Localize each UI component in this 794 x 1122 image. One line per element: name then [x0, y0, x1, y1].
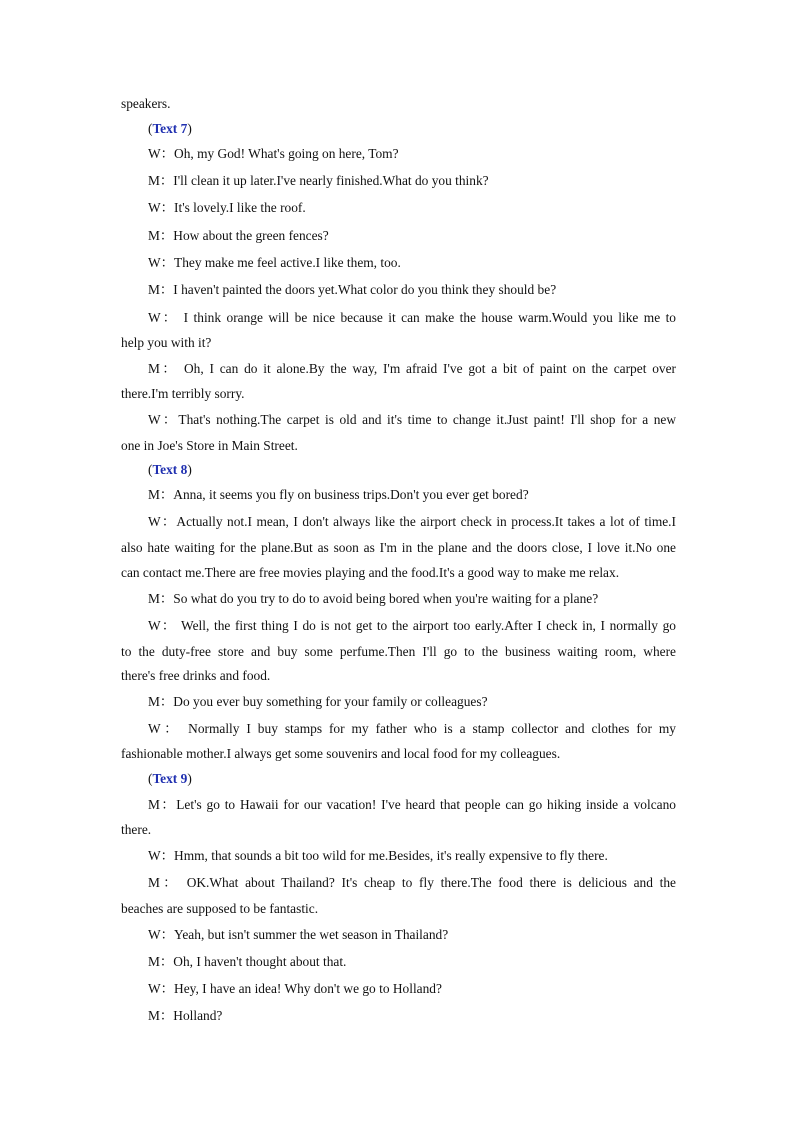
dialogue-line: M：Anna, it seems you fly on business trips.Don't you ever get bored?: [148, 487, 529, 502]
section-heading-text-9: [148, 771, 676, 787]
dialogue-line-continued: can contact me.There are free movies playing and the food.It's a good way to make me relax.: [121, 565, 620, 580]
dialogue-line: M：So what do you try to do to avoid being bored when you're waiting for a plane?: [148, 591, 599, 606]
dialogue-line: W：Yeah, but isn't summer the wet season in Thailand?: [148, 927, 449, 942]
dialogue-line-continued: to the duty-free store and buy some perfume.Then I'll go to the business waiting room, where: [121, 644, 676, 659]
dialogue-line: W：Hmm, that sounds a bit too wild for me.Besides, it's really expensive to fly there.: [148, 848, 608, 863]
dialogue-line: W： Well, the first thing I do is not get to the airport too early.After I check in, I normally go: [148, 618, 676, 633]
dialogue-line-continued: there.I'm terribly sorry.: [121, 386, 245, 401]
heading-close-paren: ): [187, 121, 192, 136]
dialogue-line-continued: there's free drinks and food.: [121, 668, 271, 683]
dialogue-line: W：Hey, I have an idea! Why don't we go to Holland?: [148, 981, 442, 996]
heading-close-paren: ): [187, 462, 192, 477]
dialogue-line: M：I'll clean it up later.I've nearly finished.What do you think?: [148, 173, 489, 188]
heading-open-paren: (: [148, 771, 153, 786]
dialogue-line: M： OK.What about Thailand? It's cheap to fly there.The food there is delicious and the: [148, 875, 676, 890]
dialogue-line: M：Let's go to Hawaii for our vacation! I've heard that people can go hiking inside a volcano: [148, 797, 676, 812]
dialogue-line: W：It's lovely.I like the roof.: [148, 200, 306, 215]
dialogue-line: W：Actually not.I mean, I don't always like the airport check in process.It takes a lot of time.I: [148, 514, 676, 529]
paragraph-line: speakers.: [121, 96, 171, 111]
dialogue-line: M： Oh, I can do it alone.By the way, I'm afraid I've got a bit of paint on the carpet over: [148, 361, 676, 376]
dialogue-line-continued: beaches are supposed to be fantastic.: [121, 901, 319, 916]
dialogue-line-continued: one in Joe's Store in Main Street.: [121, 438, 298, 453]
dialogue-line-continued: fashionable mother.I always get some souvenirs and local food for my colleagues.: [121, 746, 561, 761]
dialogue-line: M：Oh, I haven't thought about that.: [148, 954, 347, 969]
dialogue-line: M：How about the green fences?: [148, 228, 329, 243]
dialogue-line: W：Oh, my God! What's going on here, Tom?: [148, 146, 399, 161]
heading-label: Text 7: [152, 121, 188, 136]
dialogue-line-continued: also hate waiting for the plane.But as soon as I'm in the plane and the doors close, I love it.No one: [121, 540, 676, 555]
heading-label: Text 8: [152, 462, 188, 477]
dialogue-line: W：That's nothing.The carpet is old and it's time to change it.Just paint! I'll shop for a new: [148, 412, 676, 427]
section-heading-text-7: [148, 121, 676, 137]
heading-open-paren: (: [148, 462, 153, 477]
dialogue-line: W： Normally I buy stamps for my father who is a stamp collector and clothes for my: [148, 721, 676, 736]
dialogue-line: M：Do you ever buy something for your family or colleagues?: [148, 694, 488, 709]
dialogue-line-continued: help you with it?: [121, 335, 212, 350]
heading-close-paren: ): [187, 771, 192, 786]
dialogue-line: M：Holland?: [148, 1008, 223, 1023]
dialogue-line: M：I haven't painted the doors yet.What color do you think they should be?: [148, 282, 557, 297]
dialogue-line-continued: there.: [121, 822, 152, 837]
section-heading-text-8: [148, 462, 676, 478]
dialogue-line: W：They make me feel active.I like them, too.: [148, 255, 401, 270]
heading-open-paren: (: [148, 121, 153, 136]
heading-label: Text 9: [152, 771, 188, 786]
dialogue-line: W： I think orange will be nice because it can make the house warm.Would you like me to: [148, 310, 676, 325]
